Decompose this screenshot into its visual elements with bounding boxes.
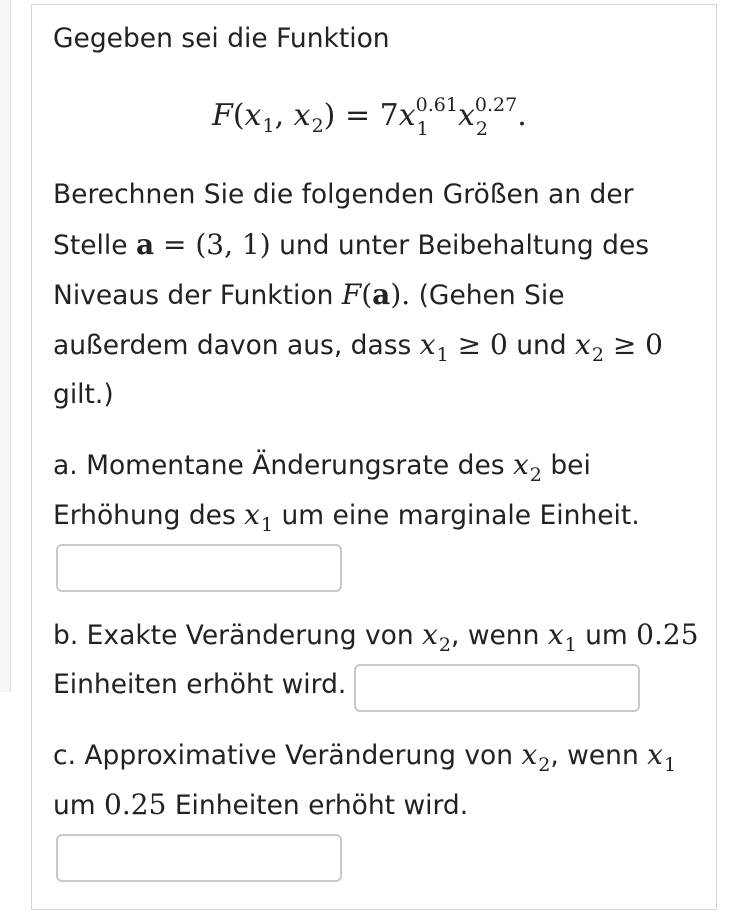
formula-comma: ,	[274, 98, 285, 133]
point-a-value: = (3, 1)	[154, 228, 271, 261]
qc-math-x1: x	[647, 738, 663, 771]
qb-math-x2: x	[422, 618, 438, 651]
qc-text-2: , wenn	[550, 740, 648, 771]
formula-x-term1: x	[398, 98, 416, 133]
qc-text-1: c. Approximative Veränderung von	[53, 740, 522, 771]
formula-x-term2: x	[457, 98, 475, 133]
qa-math-x1-sub: 1	[260, 514, 274, 536]
qa-math-x2: x	[513, 448, 529, 481]
formula-exp2: 0.27	[474, 94, 518, 116]
answer-input-a[interactable]	[56, 544, 342, 592]
answer-input-b[interactable]	[354, 664, 640, 712]
formula-sub1: 1	[416, 118, 429, 140]
qc-math-x2: x	[521, 738, 538, 771]
formula-coefficient: 7	[379, 98, 399, 133]
math-x1: x	[419, 328, 436, 361]
formula-F: F	[212, 98, 233, 133]
qa-math-x2-sub: 2	[529, 464, 542, 486]
paragraph-line-2	[53, 227, 649, 264]
formula-sub2: 2	[475, 118, 488, 140]
formula-x2-sub: 2	[311, 115, 324, 137]
question-b-line-1	[53, 617, 699, 656]
question-c-line-2	[53, 787, 468, 824]
qa-math-x1: x	[244, 498, 260, 531]
paragraph-line-1: Berechnen Sie die folgenden Größen an der	[53, 179, 634, 210]
point-a-bold: a	[135, 228, 155, 261]
text-stelle: Stelle	[53, 230, 136, 261]
math-bold-a: a	[372, 278, 391, 311]
formula-x1: x	[244, 98, 262, 133]
qb-text-3: um	[576, 620, 637, 651]
formula-equals: =	[344, 98, 371, 133]
math-x2: x	[575, 328, 591, 361]
paragraph-line-4	[53, 327, 663, 366]
text-niveaus: Niveaus der Funktion	[53, 280, 342, 311]
qb-math-x2-sub: 2	[438, 634, 451, 656]
question-b-line-2: Einheiten erhöht wird.	[53, 669, 347, 700]
formula-term1-scripts	[415, 94, 458, 140]
formula-x2: x	[293, 98, 311, 133]
math-x1-sub: 1	[436, 344, 449, 366]
math-cond2: ≥ 0	[603, 328, 663, 361]
qa-text-3: Erhöhung des	[53, 500, 245, 531]
text-gehen: (Gehen Sie	[410, 280, 565, 311]
formula-open-paren: (	[232, 98, 245, 133]
text-und: und	[507, 330, 576, 361]
math-open: (	[361, 278, 373, 311]
qb-math-x1-sub: 1	[564, 634, 577, 656]
math-F: F	[341, 278, 362, 311]
left-panel-edge	[0, 0, 11, 692]
qb-text-1: b. Exakte Veränderung von	[53, 620, 423, 651]
qc-number: 0.25	[104, 788, 167, 821]
qb-math-x1: x	[547, 618, 564, 651]
formula-period: .	[517, 98, 527, 133]
qc-text-4: Einheiten erhöht wird.	[166, 790, 469, 821]
paragraph-line-3	[53, 277, 565, 314]
qb-text-2: , wenn	[450, 620, 548, 651]
qa-text-2: bei	[541, 450, 591, 481]
answer-input-c[interactable]	[56, 834, 342, 882]
formula-close-paren: )	[323, 98, 336, 133]
formula-term2-scripts	[474, 94, 518, 140]
qa-text-1: a. Momentane Änderungsrate des	[53, 450, 513, 481]
formula-exp1: 0.61	[415, 94, 458, 116]
question-a-line-2	[53, 497, 640, 536]
qc-math-x1-sub: 1	[663, 754, 677, 776]
formula-x1-sub: 1	[262, 115, 275, 137]
text-beibehaltung: und unter Beibehaltung des	[270, 230, 650, 261]
function-formula	[212, 96, 527, 139]
qb-number: 0.25	[636, 618, 699, 651]
qc-math-x2-sub: 2	[538, 754, 551, 776]
qa-text-4: um eine marginale Einheit.	[273, 500, 640, 531]
math-close: ).	[390, 278, 411, 311]
question-c-line-1	[53, 737, 676, 776]
intro-text: Gegeben sei die Funktion	[53, 23, 390, 54]
text-ausserdem: außerdem davon aus, dass	[53, 330, 420, 361]
math-x2-sub: 2	[591, 344, 604, 366]
paragraph-line-5: gilt.)	[53, 379, 114, 410]
math-cond1: ≥ 0	[448, 328, 508, 361]
qc-text-3: um	[53, 790, 105, 821]
question-a-line-1	[53, 447, 591, 486]
